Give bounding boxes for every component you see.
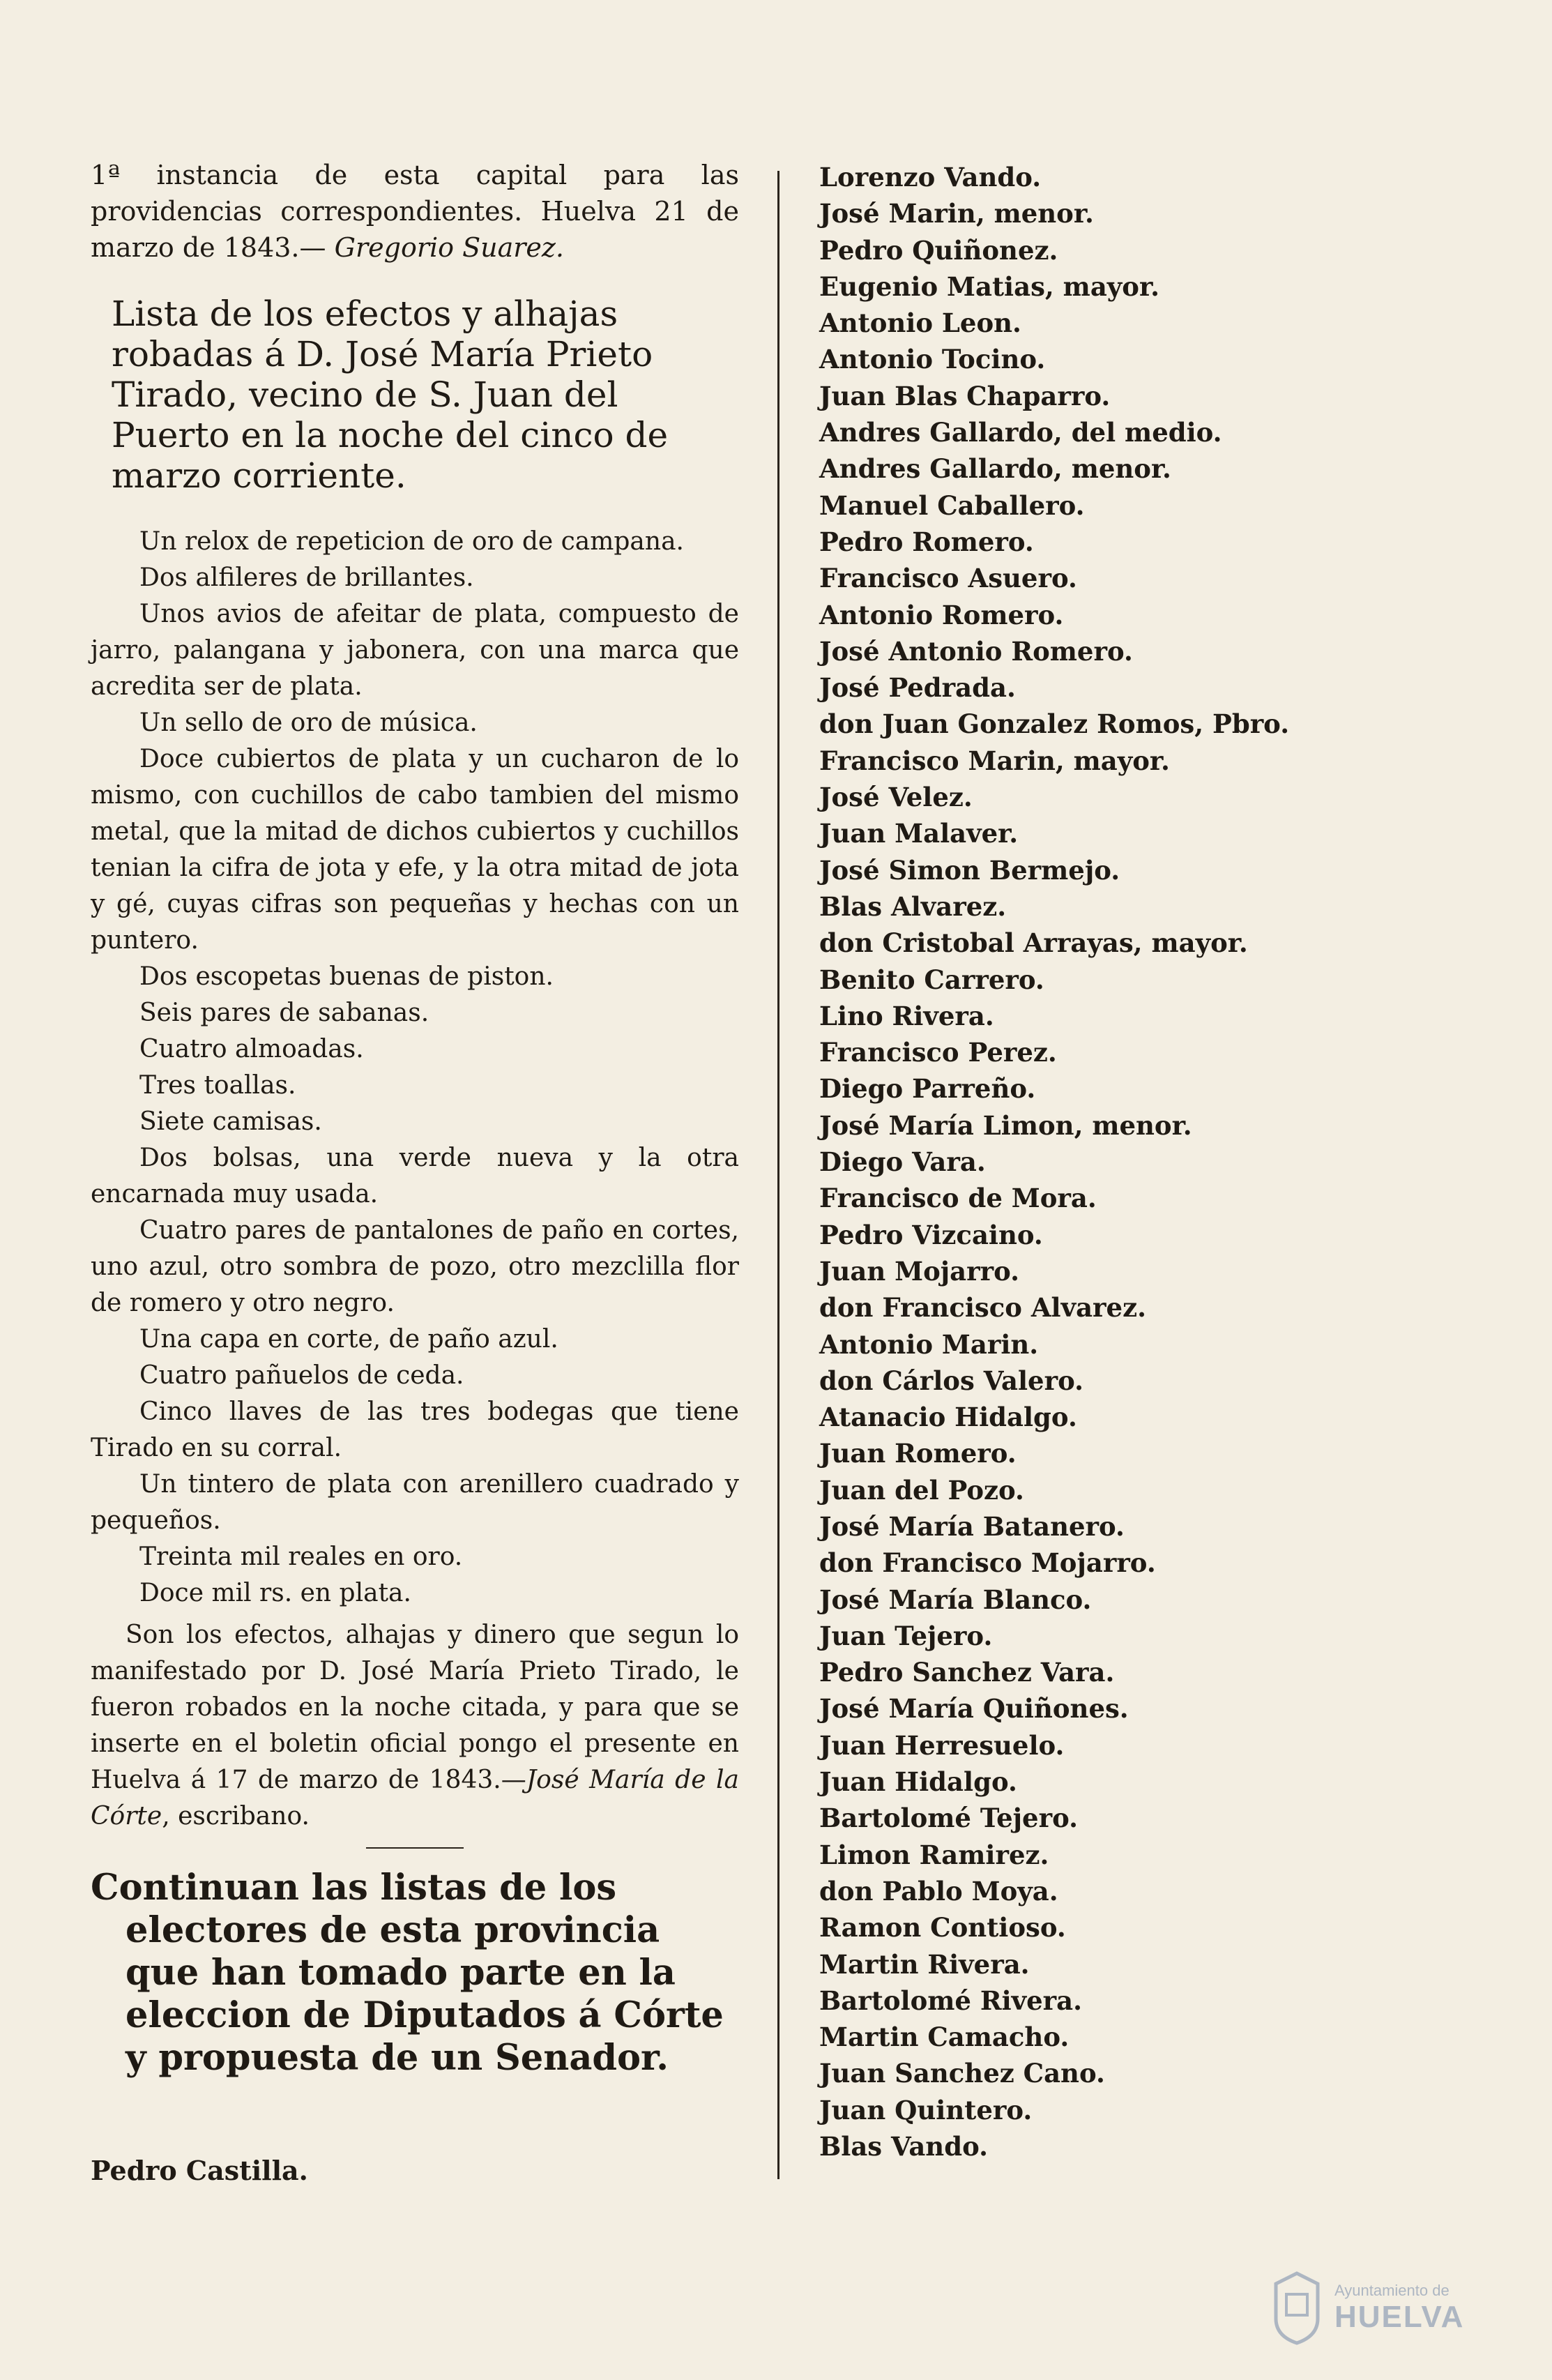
elector-name: Juan Tejero. — [819, 1620, 993, 1651]
list-item: Cinco llaves de las tres bodegas que tiene Tirado en su corral. — [91, 1397, 739, 1462]
elector-name: José Simon Bermejo. — [819, 854, 1120, 886]
list-item: Doce cubiertos de plata y un cucharon de lo mismo, con cuchillos de cabo tambien del mismo metal, que la mitad de dichos cubiertos y cuchillos tenian la cifra de jota y efe, y la otra mitad de jota y gé, cuyas cifras son pequeñas y hechas con un puntero. — [91, 745, 739, 955]
elector-name: José Pedrada. — [819, 672, 1016, 704]
elector-name: don Francisco Mojarro. — [819, 1547, 1156, 1579]
intro-signature: Gregorio Suarez. — [334, 232, 565, 263]
watermark-line2: HUELVA — [1334, 2300, 1465, 2334]
elector-name: Bartolomé Rivera. — [819, 1985, 1083, 2016]
elector-name: Blas Vando. — [819, 2131, 988, 2162]
elector-name: Martin Rivera. — [819, 1948, 1030, 1980]
elector-name: Manuel Caballero. — [819, 490, 1085, 521]
list-item: Seis pares de sabanas. — [139, 999, 429, 1027]
list-item: Doce mil rs. en plata. — [139, 1579, 411, 1607]
list-item: Un relox de repeticion de oro de campana. — [139, 527, 684, 556]
elector-name: Pedro Quiñonez. — [819, 234, 1058, 266]
elector-name: Atanacio Hidalgo. — [819, 1402, 1077, 1433]
watermark-line1: Ayuntamiento de — [1334, 2282, 1450, 2299]
elector-name: Antonio Leon. — [819, 308, 1021, 339]
closing-suffix: , escribano. — [162, 1802, 310, 1831]
closing-text: Son los efectos, alhajas y dinero que segun lo manifestado por D. José María Prieto Tirado, le fueron robados en la noche citada, y para que se inserte en el boletin oficial pongo el presente en Huelva á 17 de marzo de 1843.— — [91, 1621, 739, 1794]
elector-name: Andres Gallardo, menor. — [819, 453, 1171, 485]
elector-name: don Cárlos Valero. — [819, 1365, 1083, 1396]
elector-name: Blas Alvarez. — [819, 890, 1007, 922]
elector-name: Juan Hidalgo. — [819, 1766, 1017, 1798]
elector-name: José María Quiñones. — [819, 1693, 1129, 1725]
elector-name: Juan Quintero. — [819, 2094, 1033, 2125]
elector-name: José Velez. — [819, 782, 973, 813]
electors-list — [819, 159, 1377, 2165]
elector-name: José Marin, menor. — [819, 198, 1094, 229]
elector-name: Juan Herresuelo. — [819, 1729, 1065, 1761]
stolen-items-list — [91, 524, 739, 1612]
elector-name: Benito Carrero. — [819, 964, 1044, 995]
shield-icon — [1269, 2270, 1325, 2347]
watermark-logo — [1269, 2259, 1499, 2357]
list-item: Una capa en corte, de paño azul. — [139, 1325, 558, 1354]
elector-name: Diego Parreño. — [819, 1073, 1036, 1105]
list-item: Cuatro pares de pantalones de paño en cortes, uno azul, otro sombra de pozo, otro mezclilla flor de romero y otro negro. — [91, 1216, 739, 1317]
intro-paragraph — [91, 157, 739, 266]
elector-name: Francisco de Mora. — [819, 1183, 1097, 1214]
elector-name: Francisco Perez. — [819, 1037, 1057, 1068]
intro-text: 1ª instancia de esta capital para las providencias correspondientes. Huelva 21 de marzo de 1843.— — [91, 160, 739, 263]
list-item: Un tintero de plata con arenillero cuadrado y pequeños. — [91, 1470, 739, 1535]
left-column — [91, 157, 739, 2079]
elector-name: Antonio Tocino. — [819, 344, 1046, 375]
elector-name: Pedro Vizcaino. — [819, 1219, 1043, 1250]
elector-name: Juan Mojarro. — [819, 1255, 1020, 1287]
right-column — [819, 159, 1377, 2165]
list-item: Siete camisas. — [139, 1107, 322, 1136]
elector-name: don Cristobal Arrayas, mayor. — [819, 927, 1248, 959]
section-divider — [366, 1847, 464, 1849]
elector-name: José María Limon, menor. — [819, 1109, 1192, 1141]
elector-name: Pedro Romero. — [819, 526, 1034, 557]
elector-name: Juan Blas Chaparro. — [819, 380, 1111, 411]
list-item: Unos avios de afeitar de plata, compuesto de jarro, palangana y jabonera, con una marca que acredita ser de plata. — [91, 600, 739, 701]
closing-signature: José María de la Córte — [91, 1766, 739, 1831]
elector-name: Eugenio Matias, mayor. — [819, 271, 1159, 302]
elector-name: Ramon Contioso. — [819, 1912, 1066, 1943]
elector-name: Pedro Sanchez Vara. — [819, 1657, 1115, 1688]
elector-name: Juan Sanchez Cano. — [819, 2058, 1105, 2089]
elector-name: Bartolomé Tejero. — [819, 1803, 1078, 1834]
elector-name: Juan del Pozo. — [819, 1474, 1024, 1506]
list-item: Treinta mil reales en oro. — [139, 1543, 463, 1571]
column-divider — [777, 171, 779, 2179]
list-item: Tres toallas. — [139, 1071, 296, 1100]
elector-name: Andres Gallardo, del medio. — [819, 417, 1222, 448]
list-item: Dos bolsas, una verde nueva y la otra encarnada muy usada. — [91, 1144, 739, 1208]
elector-name: José María Batanero. — [819, 1510, 1125, 1542]
list-item: Dos alfileres de brillantes. — [139, 563, 474, 592]
list-item: Un sello de oro de música. — [139, 708, 478, 737]
elector-name: don Pablo Moya. — [819, 1875, 1058, 1907]
elector-name: Antonio Marin. — [819, 1328, 1039, 1360]
footer-name: Pedro Castilla. — [91, 2155, 308, 2186]
elector-name: don Juan Gonzalez Romos, Pbro. — [819, 708, 1290, 740]
elector-name: Martin Camacho. — [819, 2022, 1070, 2053]
section-heading: Continuan las listas de los electores de esta provincia que han tomado parte en la eleccion de Diputados á Córte y propuesta de un Senador. — [91, 1867, 724, 2079]
elector-name: Limon Ramirez. — [819, 1839, 1049, 1870]
elector-name: don Francisco Alvarez. — [819, 1292, 1146, 1324]
elector-name: Juan Romero. — [819, 1438, 1017, 1469]
elector-name: Lorenzo Vando. — [819, 162, 1042, 192]
elector-name: Juan Malaver. — [819, 818, 1019, 849]
list-title: Lista de los efectos y alhajas robadas á D. José María Prieto Tirado, vecino de S. Juan del Puerto en la noche del cinco de marzo corriente. — [112, 294, 669, 496]
elector-name: Antonio Romero. — [819, 599, 1064, 630]
list-item: Dos escopetas buenas de piston. — [139, 962, 554, 991]
elector-name: Lino Rivera. — [819, 1000, 994, 1031]
list-item: Cuatro pañuelos de ceda. — [139, 1361, 464, 1390]
elector-name: Francisco Marin, mayor. — [819, 745, 1170, 776]
elector-name: Diego Vara. — [819, 1146, 986, 1178]
elector-name: José María Blanco. — [819, 1584, 1092, 1615]
list-item: Cuatro almoadas. — [139, 1035, 364, 1063]
closing-paragraph — [91, 1617, 739, 1835]
elector-name: José Antonio Romero. — [819, 635, 1133, 667]
elector-name: Francisco Asuero. — [819, 563, 1077, 594]
